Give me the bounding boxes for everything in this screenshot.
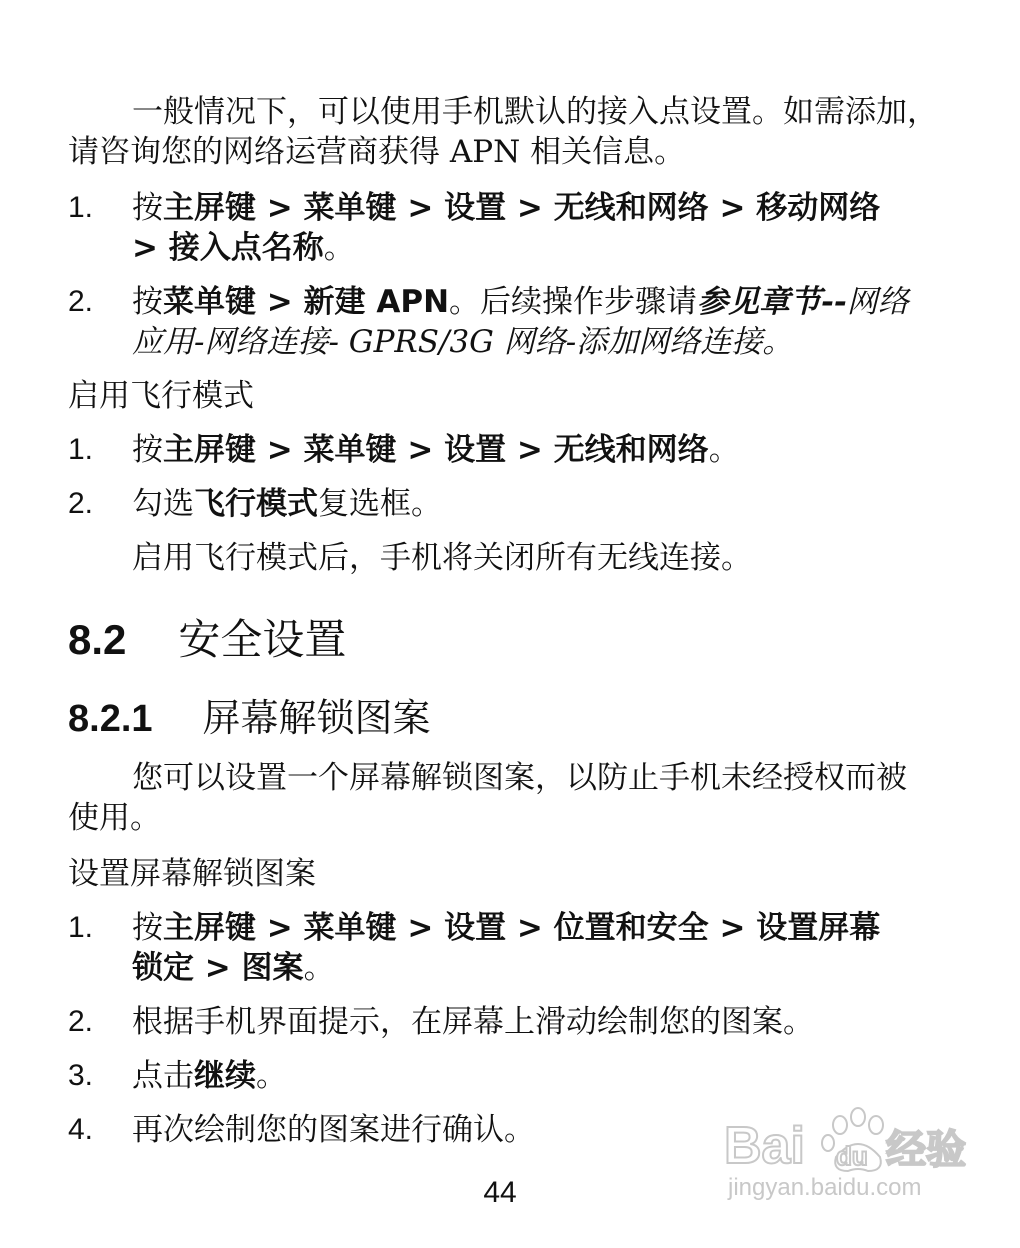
lock-intro-line-2: 使用。: [68, 800, 161, 836]
flight-step-1-number: 1.: [68, 433, 94, 466]
flight-step-2-number: 2.: [68, 487, 94, 520]
lock-step-3: 点击继续。: [132, 1058, 287, 1094]
lock-step-1-line-2: 锁定 > 图案。: [132, 950, 335, 986]
baidu-watermark-logo: [718, 1095, 978, 1205]
lock-step-1-line-1: 按主屏键 > 菜单键 > 设置 > 位置和安全 > 设置屏幕: [132, 910, 881, 946]
option-name: 飞行模式: [194, 486, 318, 522]
svg-text:经验: 经验: [886, 1127, 966, 1173]
flight-step-1: 按主屏键 > 菜单键 > 设置 > 无线和网络。: [132, 432, 740, 468]
menu-path: 锁定 > 图案: [132, 950, 304, 986]
menu-path: 菜单键 > 新建 APN: [163, 284, 450, 320]
section-heading: [68, 614, 346, 666]
svg-text:du: du: [836, 1141, 868, 1171]
lock-step-3-number: 3.: [68, 1059, 94, 1092]
menu-path: > 接入点名称: [132, 230, 324, 266]
section-title: 安全设置: [178, 615, 347, 664]
flight-heading: 启用飞行模式: [68, 378, 254, 414]
reference-label: 参见章节--: [697, 284, 847, 320]
lock-step-2-number: 2.: [68, 1005, 94, 1038]
menu-path: 主屏键 > 菜单键 > 设置 > 无线和网络 > 移动网络: [163, 190, 881, 226]
lock-step-4: 再次绘制您的图案进行确认。: [132, 1112, 535, 1148]
subsection-number: 8.2.1: [68, 698, 153, 740]
lock-step-1-number: 1.: [68, 911, 94, 944]
menu-path: 主屏键 > 菜单键 > 设置 > 无线和网络: [163, 432, 709, 468]
reference-link: 网络: [846, 284, 909, 320]
intro-line-1: 一般情况下，可以使用手机默认的接入点设置。如需添加，: [132, 94, 938, 130]
flight-note: 启用飞行模式后，手机将关闭所有无线连接。: [132, 540, 752, 576]
apn-step-1-line-1: 按主屏键 > 菜单键 > 设置 > 无线和网络 > 移动网络: [132, 190, 881, 226]
lock-heading: 设置屏幕解锁图案: [68, 856, 316, 892]
apn-step-1-number: 1.: [68, 191, 94, 224]
page-number: 44: [483, 1176, 517, 1209]
subsection-title: 屏幕解锁图案: [202, 696, 431, 740]
apn-step-1-line-2: > 接入点名称。: [132, 230, 355, 266]
apn-step-2-line-1: 按菜单键 > 新建 APN。后续操作步骤请参见章节--网络: [132, 284, 909, 320]
svg-text:Bai: Bai: [724, 1117, 805, 1175]
lock-intro-line-1: 您可以设置一个屏幕解锁图案，以防止手机未经授权而被: [132, 760, 907, 796]
menu-path: 主屏键 > 菜单键 > 设置 > 位置和安全 > 设置屏幕: [163, 910, 881, 946]
lock-step-4-number: 4.: [68, 1113, 94, 1146]
apn-step-2-number: 2.: [68, 285, 94, 318]
intro-line-2: 请咨询您的网络运营商获得 APN 相关信息。: [68, 134, 686, 170]
apn-step-2-line-2: 应用-网络连接- GPRS/3G 网络-添加网络连接。: [132, 324, 794, 360]
subsection-heading: [68, 694, 431, 743]
lock-step-2: 根据手机界面提示，在屏幕上滑动绘制您的图案。: [132, 1004, 814, 1040]
button-name: 继续: [194, 1058, 256, 1094]
watermark-url: jingyan.baidu.com: [728, 1174, 922, 1201]
section-number: 8.2: [68, 616, 127, 663]
flight-step-2: 勾选飞行模式复选框。: [132, 486, 442, 522]
